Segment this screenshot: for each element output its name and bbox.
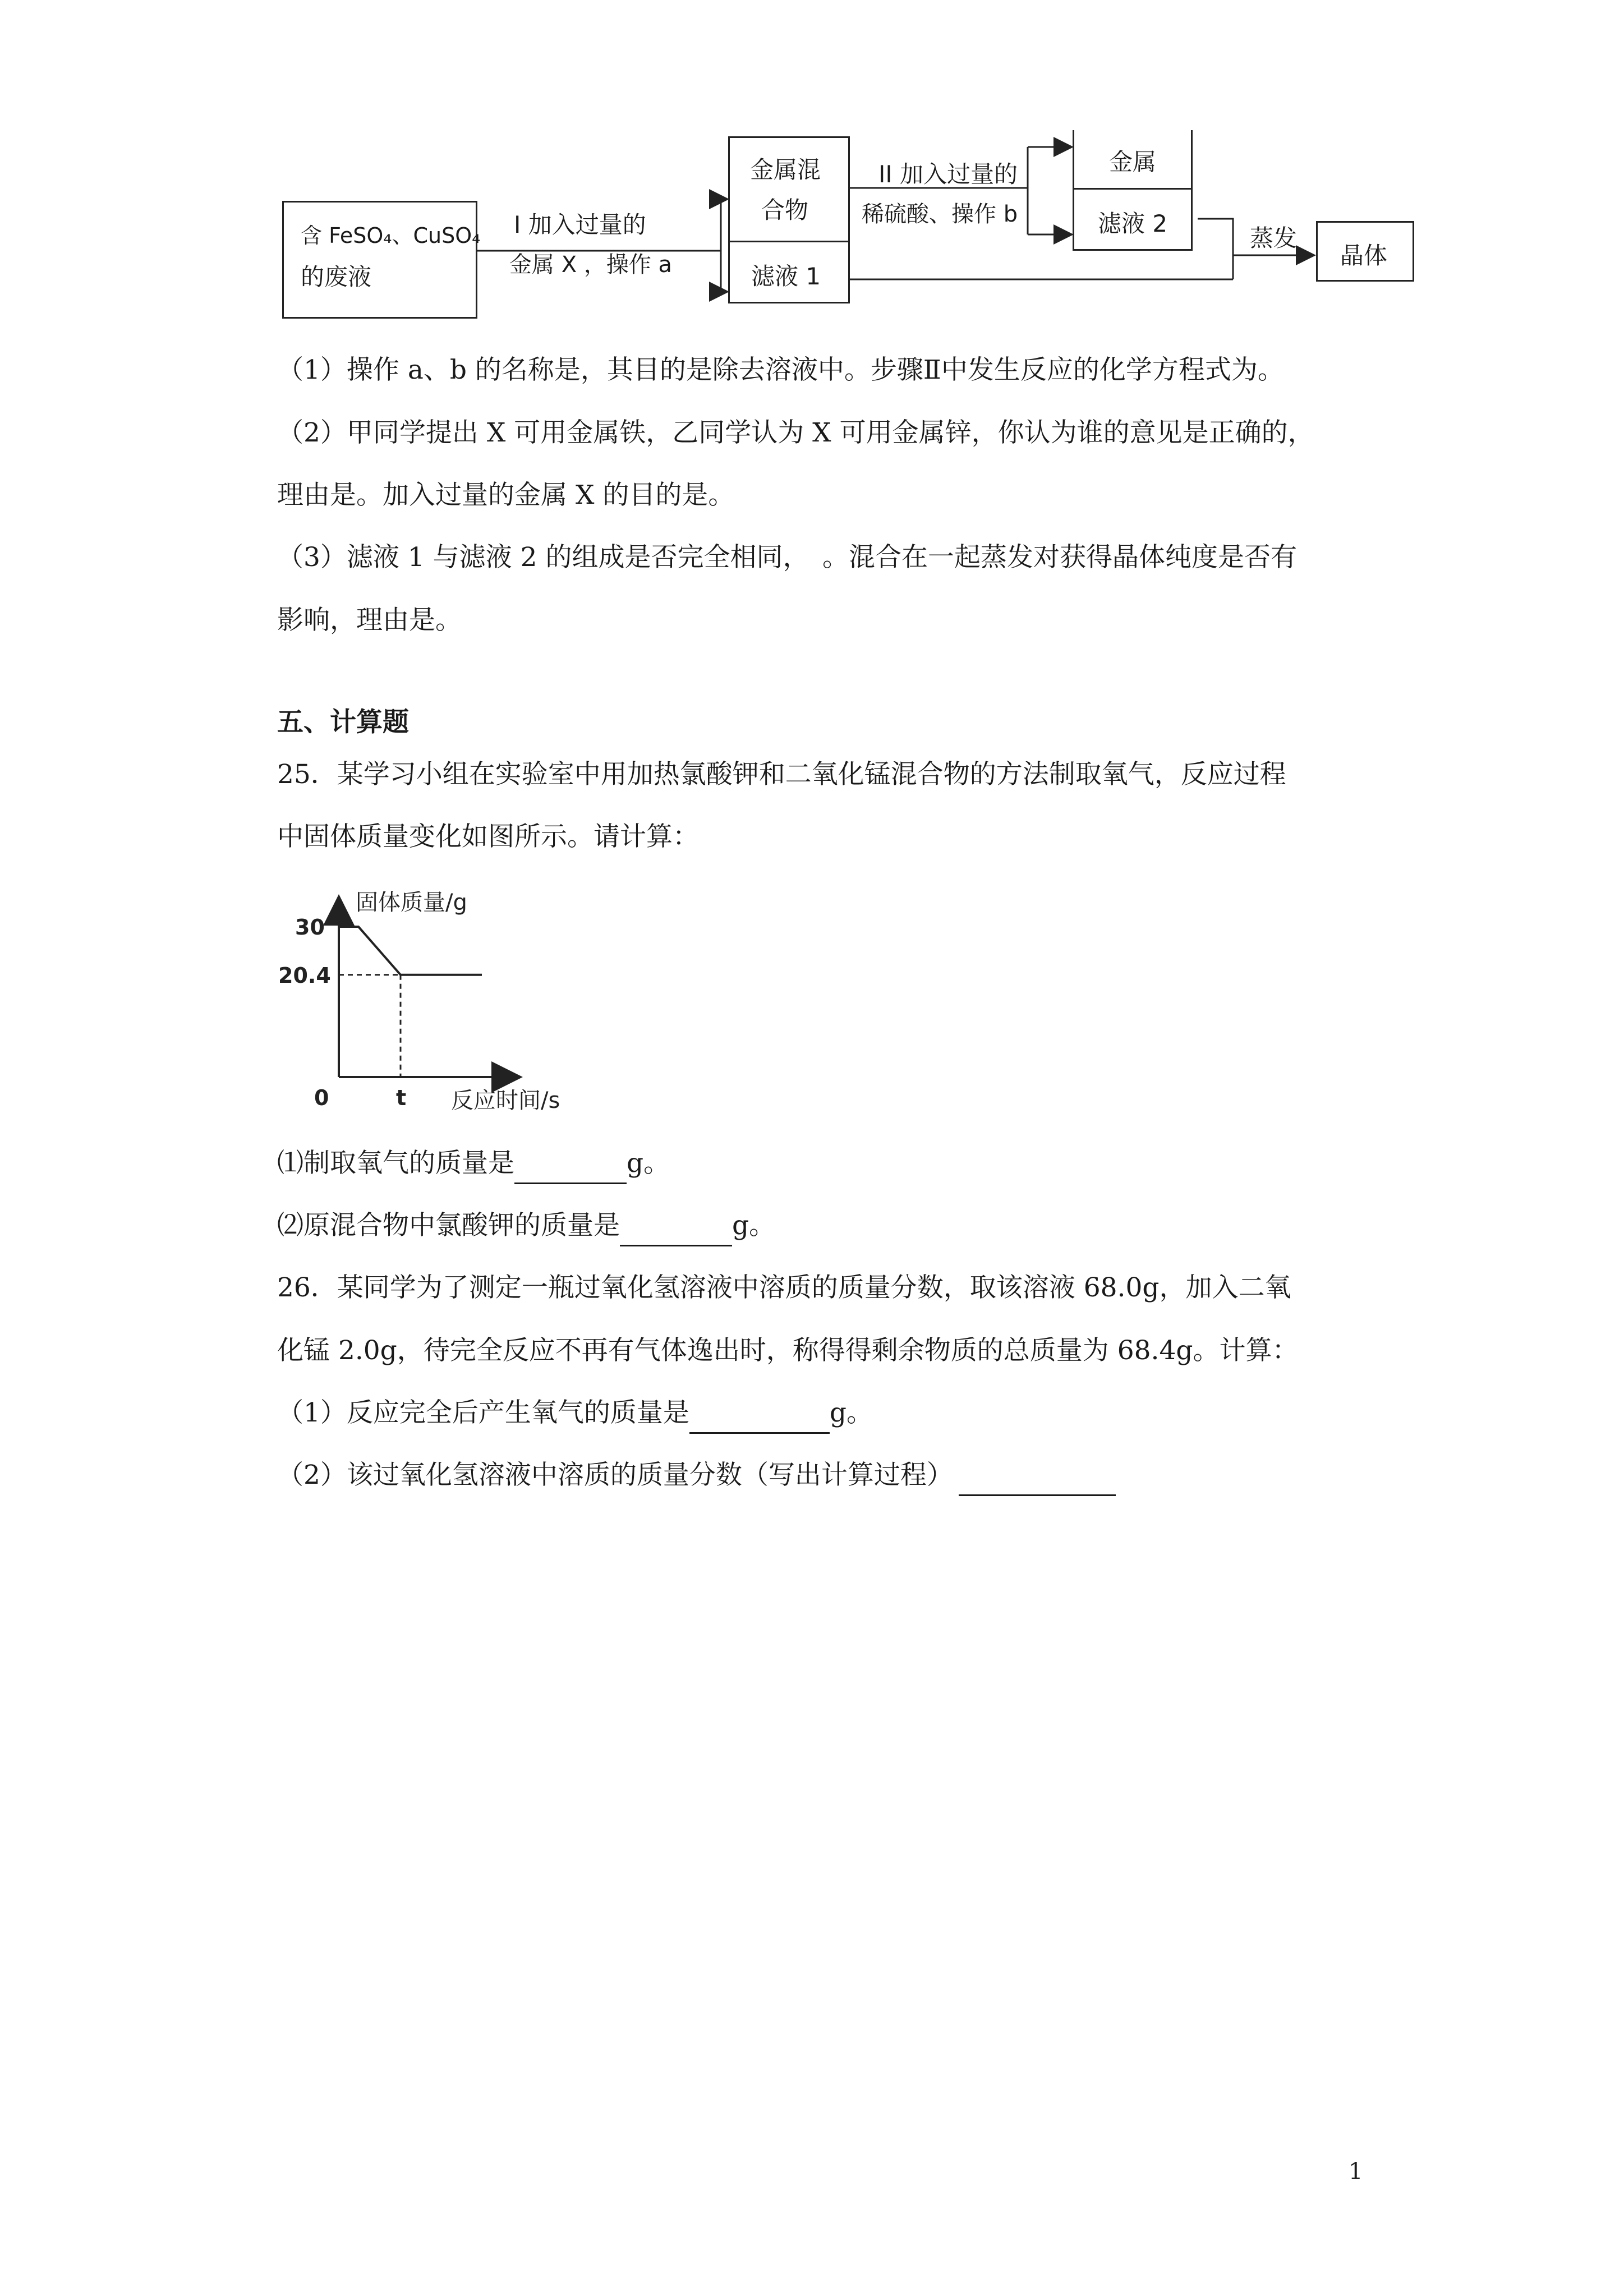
q25-stem-line1: 25．某学习小组在实验室中用加热氯酸钾和二氧化锰混合物的方法制取氧气，反应过程	[277, 759, 1286, 790]
q25-sub2-blank[interactable]	[620, 1213, 732, 1246]
q24-part3-line1: （3）滤液 1 与滤液 2 的组成是否完全相同， 。混合在一起蒸发对获得晶体纯度是否有	[277, 542, 1297, 573]
section-title: 五、计算题	[277, 707, 409, 738]
q24-part3-line2: 影响，理由是。	[277, 605, 462, 636]
mass-time-chart	[277, 875, 591, 1122]
filtrate2-label: 滤液 2	[1098, 210, 1168, 237]
evaporate-label: 蒸发	[1250, 224, 1298, 252]
origin-label: 0	[314, 1085, 329, 1110]
mixture-label-line1: 金属混	[750, 156, 821, 183]
q26-sub1-blank[interactable]	[689, 1401, 830, 1434]
crystal-box	[1316, 221, 1414, 282]
q26-sub1-unit: g。	[829, 1397, 873, 1428]
q26-stem-line1: 26．某同学为了测定一瓶过氧化氢溶液中溶质的质量分数，取该溶液 68.0g，加入二氧	[277, 1272, 1291, 1303]
q25-sub1-text: ⑴制取氧气的质量是	[277, 1148, 514, 1179]
q26-sub1-text: （1）反应完全后产生氧气的质量是	[277, 1397, 689, 1428]
step1-label-line2: 金属 X ，操作 a	[509, 252, 673, 278]
q26-sub2-text: （2）该过氧化氢溶液中溶质的质量分数（写出计算过程）	[277, 1460, 953, 1490]
y-axis-label: 固体质量/g	[356, 890, 467, 915]
q25-sub1-unit: g。	[627, 1148, 670, 1179]
filtrate1-label: 滤液 1	[751, 263, 821, 290]
y-tick-20-4: 20.4	[278, 963, 331, 988]
series-line	[339, 927, 482, 975]
q25-sub2-text: ⑵原混合物中氯酸钾的质量是	[277, 1210, 620, 1241]
crystal-label: 晶体	[1340, 242, 1388, 269]
step2-label-line2: 稀硫酸、操作 b	[862, 201, 1018, 227]
q25-sub1	[277, 1148, 670, 1184]
q25-stem-line2: 中固体质量变化如图所示。请计算：	[277, 821, 699, 852]
filtrate2-box	[1073, 188, 1193, 251]
waste-label-line2: 的废液	[301, 263, 372, 291]
q26-stem-line2: 化锰 2.0g，待完全反应不再有气体逸出时，称得得剩余物质的总质量为 68.4g。计算：	[277, 1335, 1299, 1366]
q26-sub1	[277, 1397, 873, 1434]
x-axis-label: 反应时间/s	[451, 1088, 560, 1114]
waste-liquid-box	[282, 201, 481, 319]
chart-marks	[278, 915, 482, 1110]
waste-label-line1: 含 FeSO₄、CuSO₄	[301, 223, 481, 248]
q25-sub2-unit: g。	[732, 1210, 776, 1241]
q26-sub2-blank[interactable]	[959, 1463, 1116, 1496]
metal-label: 金属	[1109, 148, 1157, 176]
filtrate2-to-merge-line	[1198, 219, 1233, 279]
q25-sub1-blank[interactable]	[514, 1151, 627, 1184]
metal-mixture-box	[728, 136, 850, 242]
q25-sub2	[277, 1210, 775, 1246]
y-tick-30: 30	[295, 915, 325, 940]
step1-label-line1: I 加入过量的	[514, 211, 646, 238]
filtrate1-box	[728, 241, 850, 303]
metal-box	[1073, 130, 1193, 190]
x-tick-t: t	[396, 1085, 407, 1110]
q24-part2-line1: （2）甲同学提出 X 可用金属铁，乙同学认为 X 可用金属锌，你认为谁的意见是正确的，	[277, 417, 1314, 448]
q24-part1: （1）操作 a、b 的名称是，其目的是除去溶液中。步骤Ⅱ中发生反应的化学方程式为。	[277, 355, 1284, 385]
q26-sub2	[277, 1460, 1116, 1496]
q24-part2-line2: 理由是。加入过量的金属 X 的目的是。	[277, 480, 735, 510]
mixture-label-line2: 合物	[761, 196, 809, 224]
step2-label-line1: II 加入过量的	[878, 160, 1018, 188]
page-number: 1	[1349, 2159, 1363, 2184]
